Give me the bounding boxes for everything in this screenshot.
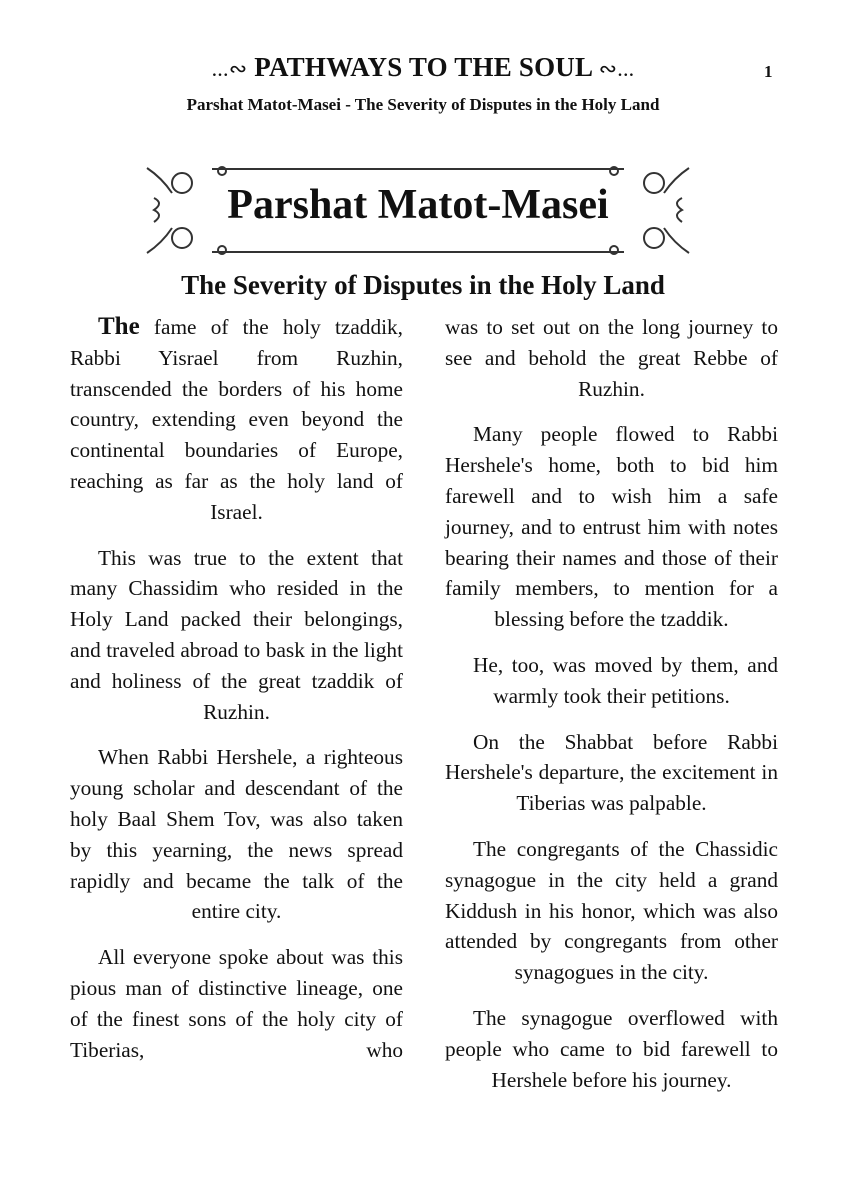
frame-title: Parshat Matot-Masei [227, 182, 609, 228]
right-flourish-icon: ∾... [598, 56, 635, 81]
left-flourish-icon: ...∾ [211, 56, 248, 81]
paragraph: He, too, was moved by them, and warmly took their petitions. [473, 652, 778, 708]
paragraph: This was true to the extent that many Chassidim who resided in the Holy Land packed their belongings, and traveled abroad to bask in the light and holiness of the great tzaddik of Ruzhin. [70, 545, 403, 724]
lead-word: The [98, 313, 140, 340]
paragraph: When Rabbi Hershele, a righteous young scholar and descendant of the holy Baal Shem Tov, was also taken by this yearning, the news spread rapidly and became the talk of the entire city. [70, 745, 403, 924]
paragraph: Many people flowed to Rabbi Hershele's home, both to bid him farewell and to wish him a safe journey, and to entrust him with notes bearing their names and those of their family members, to mention for a blessing before the tzaddik. [445, 422, 778, 632]
left-column [70, 312, 403, 1080]
ornamental-title-frame [142, 163, 694, 258]
publication-title: PATHWAYS TO THE SOUL [254, 52, 592, 82]
paragraph: The synagogue overflowed with people who came to bid farewell to Hershele before his journey. [445, 1005, 778, 1092]
page-number: 1 [764, 62, 773, 81]
paragraph: All everyone spoke about was this pious man of distinctive lineage, one of the finest sons of the holy city of Tiberias, who [70, 945, 403, 1062]
paragraph: On the Shabbat before Rabbi Hershele's departure, the excitement in Tiberias was palpable. [445, 729, 778, 816]
right-column [445, 312, 778, 1110]
paragraph: The congregants of the Chassidic synagogue in the city held a grand Kiddush in his honor, which was also attended by congregants from other synagogues in the city. [445, 836, 778, 985]
article-title: The Severity of Disputes in the Holy Land [181, 270, 665, 300]
publication-header [0, 52, 846, 83]
paragraph: was to set out on the long journey to see and behold the great Rebbe of Ruzhin. [445, 315, 778, 401]
paragraph-text: fame of the holy tzaddik, Rabbi Yisrael from Ruzhin, transcended the borders of his home country, extending even beyond the continental boundaries of Europe, reaching as far as the holy land of Israel. [70, 315, 403, 524]
running-subtitle: Parshat Matot-Masei - The Severity of Disputes in the Holy Land [186, 95, 660, 114]
paragraph [70, 312, 403, 528]
